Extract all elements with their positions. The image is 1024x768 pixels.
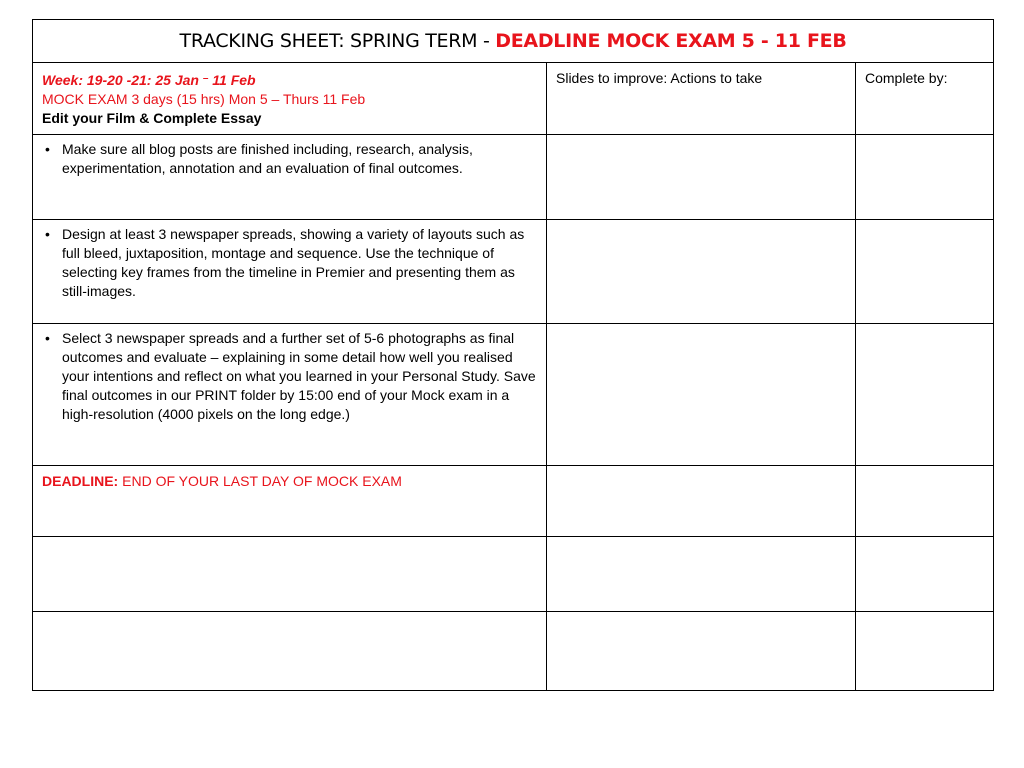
task-item: • Design at least 3 newspaper spreads, showing a variety of layouts such as full bleed, juxtaposition, montage and sequence. Use the technique of selecting key frames from the timeline in Premier and presenting them as still-images. xyxy=(62,225,537,301)
complete-by-cell[interactable] xyxy=(856,220,994,324)
week-range: Week: 19-20 -21: 25 Jan – 11 Feb xyxy=(42,72,256,88)
slides-cell[interactable] xyxy=(547,324,856,466)
empty-task-cell[interactable] xyxy=(33,537,547,612)
complete-by-column-header: Complete by: xyxy=(856,63,994,135)
task-row xyxy=(33,135,994,220)
slides-cell[interactable] xyxy=(547,537,856,612)
slides-cell[interactable] xyxy=(547,220,856,324)
task-cell xyxy=(33,324,547,466)
complete-by-cell[interactable] xyxy=(856,324,994,466)
task-item: • Select 3 newspaper spreads and a further set of 5-6 photographs as final outcomes and evaluate – explaining in some detail how well you realised your intentions and reflect on what you learned in your Personal Study. Save final outcomes in our PRINT folder by 15:00 end of your Mock exam in a high-resolution (4000 pixels on the long edge.) xyxy=(62,329,537,424)
complete-by-cell[interactable] xyxy=(856,612,994,691)
task-row xyxy=(33,220,994,324)
empty-row xyxy=(33,537,994,612)
complete-by-cell[interactable] xyxy=(856,466,994,537)
header-row xyxy=(33,63,994,135)
task-item: • Make sure all blog posts are finished including, research, analysis, experimentation, annotation and an evaluation of final outcomes. xyxy=(62,140,537,178)
tracking-sheet-table xyxy=(32,19,994,691)
title-prefix: TRACKING SHEET: SPRING TERM - xyxy=(179,30,496,52)
empty-task-cell[interactable] xyxy=(33,612,547,691)
mock-exam-line: MOCK EXAM 3 days (15 hrs) Mon 5 – Thurs 11 Feb xyxy=(42,91,366,107)
deadline-row xyxy=(33,466,994,537)
slides-cell[interactable] xyxy=(547,466,856,537)
task-cell xyxy=(33,220,547,324)
complete-by-cell[interactable] xyxy=(856,537,994,612)
title-row xyxy=(33,20,994,63)
empty-row xyxy=(33,612,994,691)
title-deadline-highlight: DEADLINE MOCK EXAM 5 - 11 FEB xyxy=(495,30,847,52)
edit-film-line: Edit your Film & Complete Essay xyxy=(42,110,262,126)
deadline-text: END OF YOUR LAST DAY OF MOCK EXAM xyxy=(118,473,402,489)
deadline-label: DEADLINE: xyxy=(42,473,119,489)
deadline-cell xyxy=(33,466,547,537)
slides-cell[interactable] xyxy=(547,612,856,691)
sheet-title xyxy=(33,20,994,63)
slides-cell[interactable] xyxy=(547,135,856,220)
slides-column-header: Slides to improve: Actions to take xyxy=(547,63,856,135)
task-cell xyxy=(33,135,547,220)
complete-by-cell[interactable] xyxy=(856,135,994,220)
task-row xyxy=(33,324,994,466)
week-info-cell xyxy=(33,63,547,135)
